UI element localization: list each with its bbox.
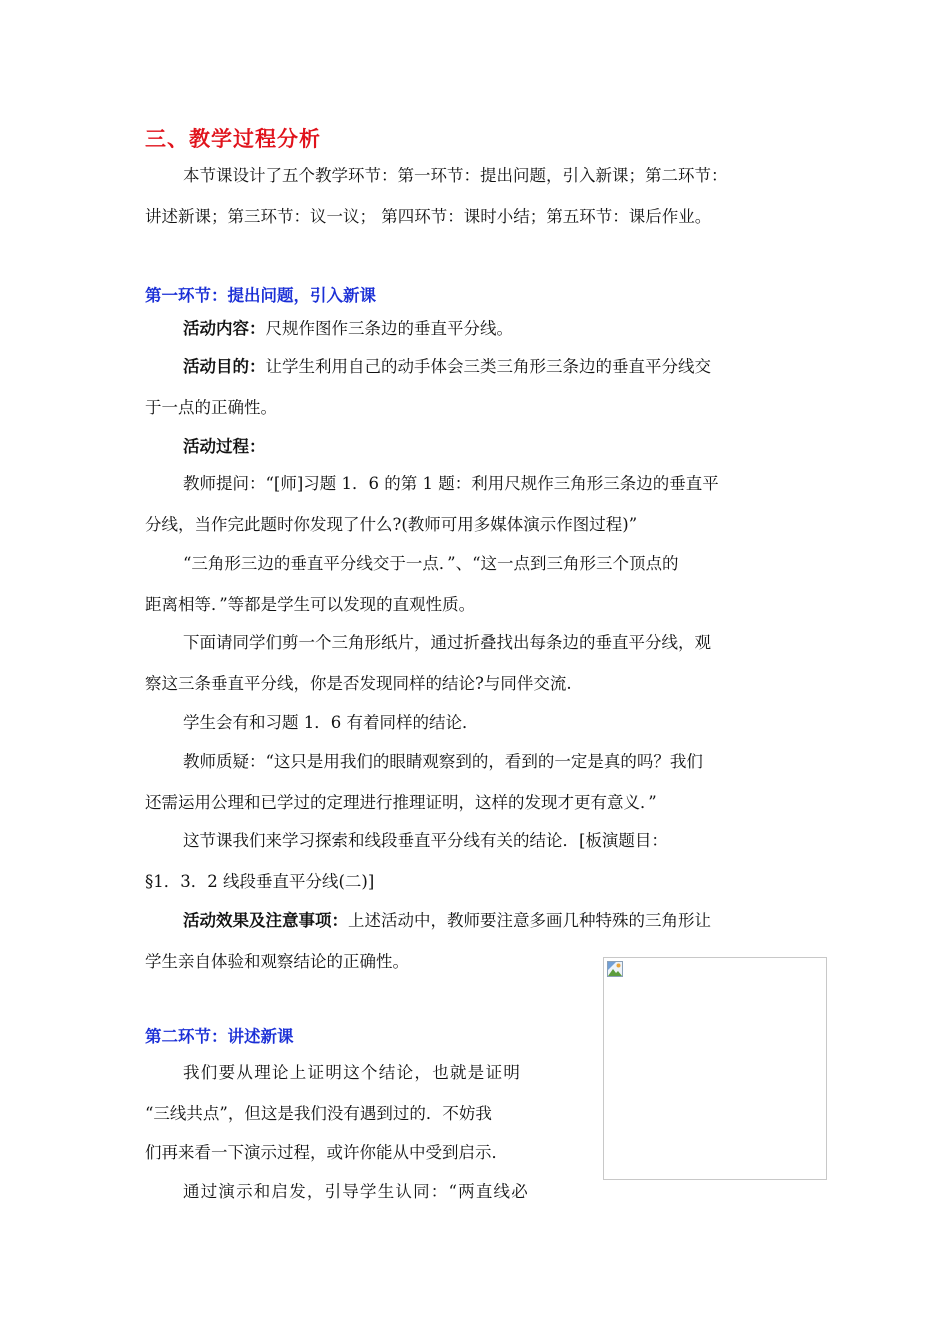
para5-line-1: 教师质疑：“这只是用我们的眼睛观察到的，看到的一定是真的吗？我们: [183, 752, 703, 771]
para1-line-1: 教师提问：“[师]习题 1．6 的第 1 题：利用尺规作三角形三条边的垂直平: [183, 474, 719, 493]
para2-line-1: “三角形三边的垂直平分线交于一点．”、“这一点到三角形三个顶点的: [183, 554, 679, 573]
para1-line-2: 分线，当作完此题时你发现了什么?(教师可用多媒体演示作图过程)”: [145, 515, 638, 534]
activity-content: [183, 318, 513, 340]
section2-line-1: 我们要从理论上证明这个结论，也就是证明: [183, 1063, 522, 1082]
section2-title: 第二环节：讲述新课: [145, 1027, 294, 1046]
figure-placeholder: [603, 957, 827, 1180]
effect-text-1: 上述活动中，教师要注意多画几种特殊的三角形让: [348, 911, 711, 930]
para4-line: 学生会有和习题 1．6 有着同样的结论．: [183, 713, 479, 732]
effect-label: 活动效果及注意事项：: [183, 911, 348, 930]
process-label: 活动过程：: [183, 437, 266, 456]
broken-image-icon: [607, 961, 623, 977]
effect-line-2: 学生亲自体验和观察结论的正确性。: [145, 952, 409, 971]
activity-goal-text-1: 让学生利用自己的动手体会三类三角形三条边的垂直平分线交: [265, 357, 711, 376]
para3-line-1: 下面请同学们剪一个三角形纸片，通过折叠找出每条边的垂直平分线，观: [183, 633, 711, 652]
para6-line-1: 这节课我们来学习探索和线段垂直平分线有关的结论．[板演题目：: [183, 831, 668, 850]
activity-content-text: 尺规作图作三条边的垂直平分线。: [265, 319, 513, 338]
section2-line-3: 们再来看一下演示过程，或许你能从中受到启示．: [145, 1143, 508, 1162]
section1-title: 第一环节：提出问题，引入新课: [145, 286, 376, 305]
activity-goal-label: 活动目的：: [183, 357, 266, 376]
intro-line-2: 讲述新课；第三环节：议一议； 第四环节：课时小结；第五环节：课后作业。: [145, 207, 712, 226]
para5-line-2: 还需运用公理和已学过的定理进行推理证明，这样的发现才更有意义．”: [145, 793, 657, 812]
section2-line-2: “三线共点”，但这是我们没有遇到过的．不妨我: [145, 1104, 492, 1123]
activity-goal-line-2: 于一点的正确性。: [145, 398, 277, 417]
section2-line-4: 通过演示和启发，引导学生认同：“两直线必: [183, 1182, 529, 1201]
para2-line-2: 距离相等．”等都是学生可以发现的直观性质。: [145, 595, 476, 614]
intro-line-1: 本节课设计了五个教学环节：第一环节：提出问题，引入新课；第二环节：: [183, 166, 728, 185]
effect-line-1: [183, 910, 711, 932]
section-heading: 三、教学过程分析: [145, 127, 321, 151]
activity-content-label: 活动内容：: [183, 319, 266, 338]
para6-line-2: §1．3．2 线段垂直平分线(二)]: [145, 872, 375, 891]
activity-goal-line-1: [183, 356, 711, 378]
para3-line-2: 察这三条垂直平分线，你是否发现同样的结论?与同伴交流.: [145, 674, 572, 693]
